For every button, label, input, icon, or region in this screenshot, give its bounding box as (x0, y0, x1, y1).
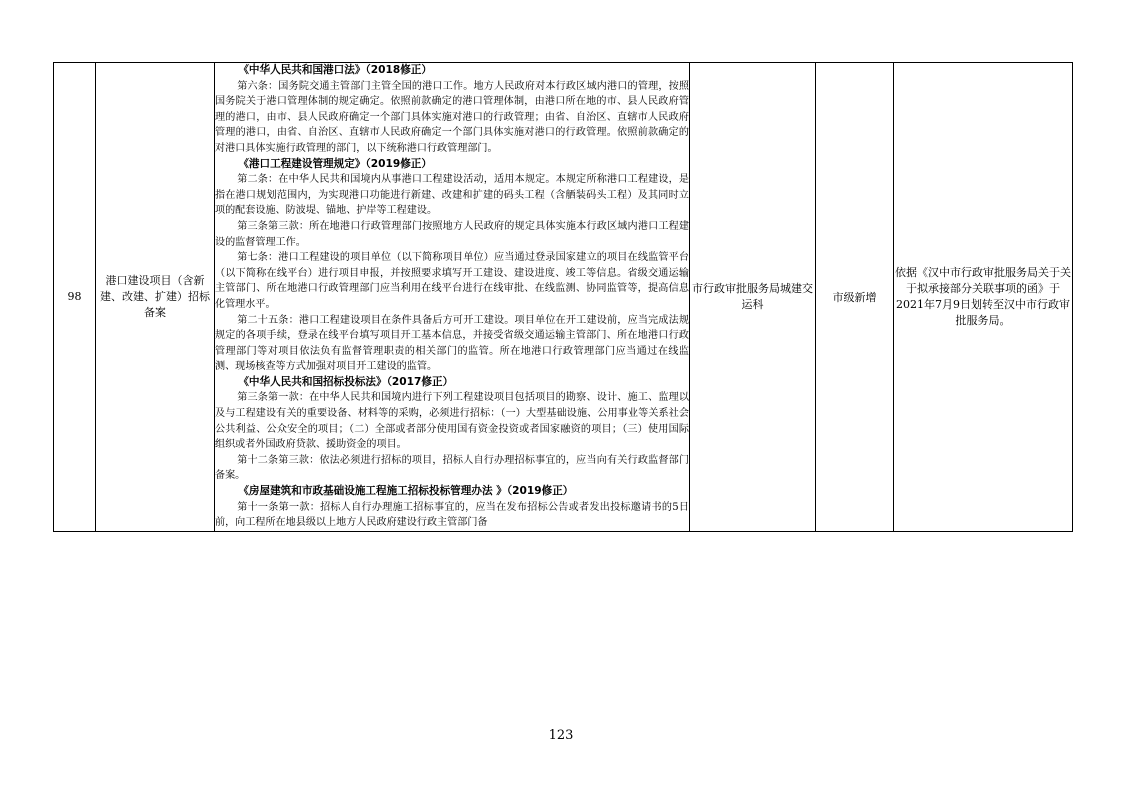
law-title: 《中华人民共和国港口法》（2018修正） (238, 64, 432, 76)
law-title: 《港口工程建设管理规定》（2019修正） (238, 157, 432, 170)
remark: 依据《汉中市行政审批服务局关于关于拟承接部分关联事项的函》于2021年7月9日划转至汉中市行政审批服务局。 (894, 63, 1073, 532)
table-row (54, 63, 1073, 532)
law-title: 《中华人民共和国招标投标法》（2017修正） (238, 375, 454, 388)
row-number: 98 (54, 63, 96, 532)
law-clause: 第七条：港口工程建设的项目单位（以下简称项目单位）应当通过登录国家建立的项目在线监管平台（以下简称在线平台）进行项目申报，并按照要求填写开工建设、建设进度、竣工等信息。省级交通运输主管部门、所在地港口行政管理部门应当利用在线平台进行在线审批、在线监测、协同监管等，提高信息化管理水平。 (215, 252, 689, 310)
matters-table (53, 62, 1073, 532)
law-clause: 第二十五条：港口工程建设项目在条件具备后方可开工建设。项目单位在开工建设前，应当完成法规规定的各项手续，登录在线平台填写项目开工基本信息，并接受省级交通运输主管部门、所在地港口行政管理部门等对项目依法负有监督管理职责的相关部门的监管。所在地港口行政管理部门应当通过在线监测、现场核查等方式加强对项目开工建设的监管。 (215, 314, 689, 373)
item-name: 港口建设项目（含新建、改建、扩建）招标备案 (96, 63, 215, 532)
law-clause: 第二条：在中华人民共和国境内从事港口工程建设活动，适用本规定。本规定所称港口工程建设，是指在港口规划范围内，为实现港口功能进行新建、改建和扩建的码头工程（含舾装码头工程）及其同时立项的配套设施、防波堤、锚地、护岸等工程建设。 (215, 174, 689, 217)
law-clause: 第六条：国务院交通主管部门主管全国的港口工作。地方人民政府对本行政区域内港口的管理，按照国务院关于港口管理体制的规定确定。依照前款确定的港口管理体制，由港口所在地的市、县人民政府管理的港口，由市、县人民政府确定一个部门具体实施对港口的行政管理；由省、自治区、直辖市人民政府管理的港口，由省、自治区、直辖市人民政府确定一个部门具体实施对港口的行政管理。依照前款确定的对港口具体实施行政管理的部门，以下统称港口行政管理部门。 (215, 80, 689, 154)
page-number: 123 (548, 728, 574, 743)
law-clause: 第三条第一款：在中华人民共和国境内进行下列工程建设项目包括项目的勘察、设计、施工、监理以及与工程建设有关的重要设备、材料等的采购，必须进行招标：（一）大型基础设施、公用事业等关系社会公共利益、公众安全的项目；（二）全部或者部分使用国有资金投资或者国家融资的项目；（三）使用国际组织或者外国政府贷款、援助资金的项目。 (215, 392, 689, 451)
law-clause: 第十一条第一款：招标人自行办理施工招标事宜的，应当在发布招标公告或者发出投标邀请书的5日前，向工程所在地县级以上地方人民政府建设行政主管部门备 (215, 501, 689, 529)
responsible-department: 市行政审批服务局城建交运科 (690, 63, 816, 532)
change-type: 市级新增 (816, 63, 894, 532)
law-clause: 第十二条第三款：依法必须进行招标的项目，招标人自行办理招标事宜的，应当向有关行政监督部门备案。 (215, 454, 689, 482)
legal-basis (215, 63, 690, 532)
law-clause: 第三条第三款：所在地港口行政管理部门按照地方人民政府的规定具体实施本行政区域内港口工程建设的监督管理工作。 (215, 220, 689, 248)
law-title: 《房屋建筑和市政基础设施工程施工招标投标管理办法 》（2019修正） (238, 485, 574, 498)
